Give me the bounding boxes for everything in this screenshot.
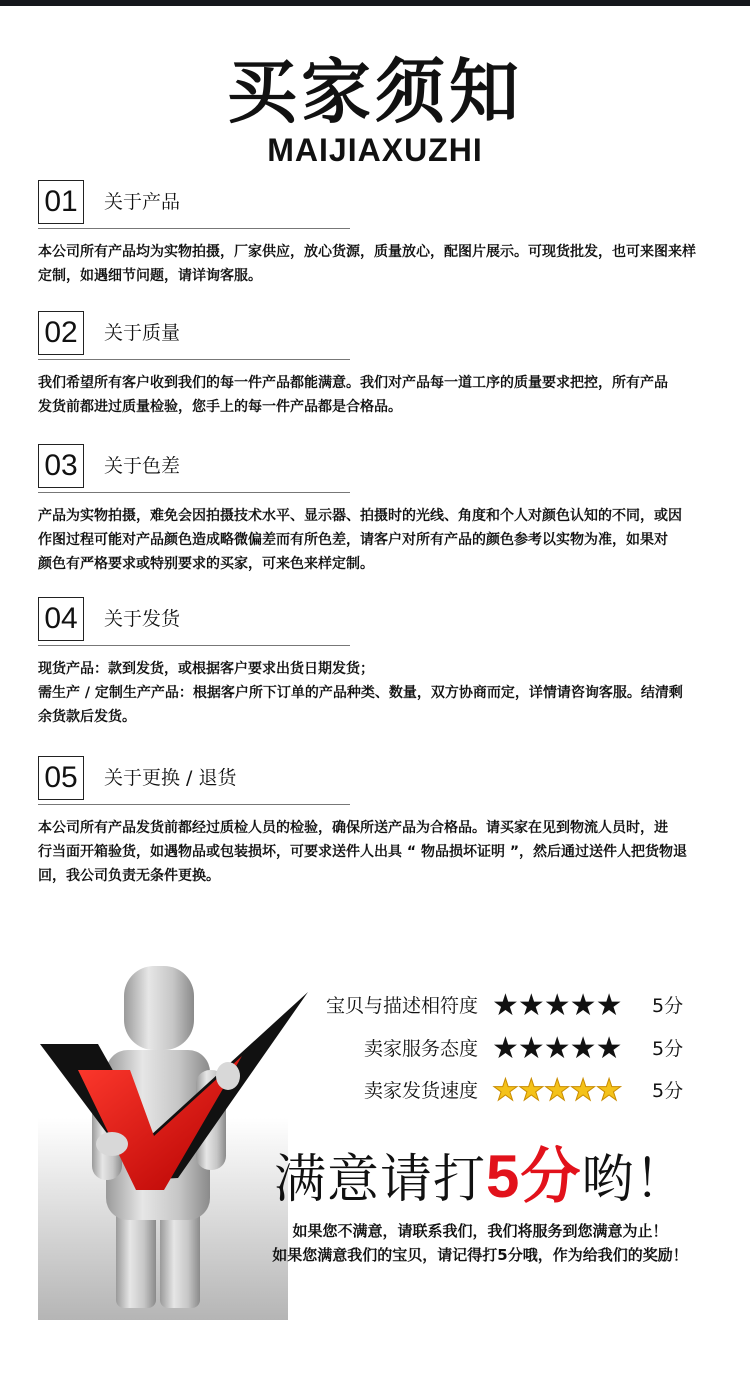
rating-service-attitude xyxy=(300,1031,700,1067)
body-line: 发货前都进过质量检验，您手上的每一件产品都是合格品。 xyxy=(38,399,402,415)
body-line: 本公司所有产品发货前都经过质检人员的检验，确保所送产品为合格品。请买家在见到物流人员时，进 xyxy=(38,820,668,836)
body-line: 定制，如遇细节问题，请详询客服。 xyxy=(38,268,262,284)
body-line: 颜色有严格要求或特别要求的买家，可来色来样定制。 xyxy=(38,556,374,572)
body-line: 本公司所有产品均为实物拍摄，厂家供应，放心货源，质量放心，配图片展示。可现货批发，也可来图来样 xyxy=(38,244,696,260)
body-line: 回，我公司负责无条件更换。 xyxy=(38,868,220,884)
rating-shipping-speed xyxy=(300,1073,700,1109)
rating-score: 5分 xyxy=(652,1038,684,1060)
section-number: 03 xyxy=(38,444,84,488)
section-title: 关于发货 xyxy=(104,608,181,630)
section-number: 04 xyxy=(38,597,84,641)
section-title: 关于产品 xyxy=(104,191,181,213)
page-subtitle: MAIJIAXUZHI xyxy=(267,132,483,168)
rating-label: 宝贝与描述相符度 xyxy=(325,995,478,1017)
rating-appeal-headline xyxy=(274,1142,734,1215)
section-divider xyxy=(38,228,350,229)
appeal-highlight: 5分 xyxy=(486,1143,582,1210)
body-line: 现货产品：款到发货，或根据客户要求出货日期发货； xyxy=(38,661,374,677)
appeal-suffix: 哟！ xyxy=(581,1150,688,1210)
section-body xyxy=(38,657,714,729)
section-number: 02 xyxy=(38,311,84,355)
section-title: 关于色差 xyxy=(104,455,181,477)
appeal-prefix: 满意请打 xyxy=(274,1150,487,1210)
section-body xyxy=(38,504,714,576)
rating-score: 5分 xyxy=(652,995,684,1017)
section-divider xyxy=(38,804,350,805)
section-number: 05 xyxy=(38,756,84,800)
appeal-line-2: 如果您满意我们的宝贝，请记得打5分哦，作为给我们的奖励！ xyxy=(272,1246,688,1264)
page-title: 买家须知 xyxy=(227,51,523,133)
top-bar xyxy=(0,0,750,6)
star-rating-icon: ★★★★★ xyxy=(492,1073,622,1108)
section-body xyxy=(38,240,714,288)
section-title: 关于更换 / 退货 xyxy=(104,767,237,789)
section-divider xyxy=(38,492,350,493)
section-number: 01 xyxy=(38,180,84,224)
section-divider xyxy=(38,645,350,646)
body-line: 行当面开箱验货，如遇物品或包装损坏，可要求送件人出具 “ 物品损坏证明 ”，然后通过送件人把货物退 xyxy=(38,844,688,860)
section-body xyxy=(38,816,714,888)
body-line: 余货款后发货。 xyxy=(38,709,136,725)
body-line: 需生产 / 定制生产产品：根据客户所下订单的产品种类、数量，双方协商而定，详情请咨询客服。结清剩 xyxy=(38,685,683,701)
rating-score: 5分 xyxy=(652,1080,684,1102)
rating-label: 卖家发货速度 xyxy=(363,1080,478,1102)
body-line: 我们希望所有客户收到我们的每一件产品都能满意。我们对产品每一道工序的质量要求把控，所有产品 xyxy=(38,375,668,391)
section-divider xyxy=(38,359,350,360)
appeal-line-1: 如果您不满意，请联系我们，我们将服务到您满意为止！ xyxy=(292,1222,668,1240)
rating-description-match xyxy=(300,988,700,1024)
section-title: 关于质量 xyxy=(104,322,181,344)
star-rating-icon: ★★★★★ xyxy=(492,988,622,1023)
body-line: 作图过程可能对产品颜色造成略微偏差而有所色差，请客户对所有产品的颜色参考以实物为准，如果对 xyxy=(38,532,668,548)
body-line: 产品为实物拍摄，难免会因拍摄技术水平、显示器、拍摄时的光线、角度和个人对颜色认知的不同，或因 xyxy=(38,508,682,524)
section-body xyxy=(38,371,714,419)
rating-label: 卖家服务态度 xyxy=(363,1038,478,1060)
star-rating-icon: ★★★★★ xyxy=(492,1031,622,1066)
